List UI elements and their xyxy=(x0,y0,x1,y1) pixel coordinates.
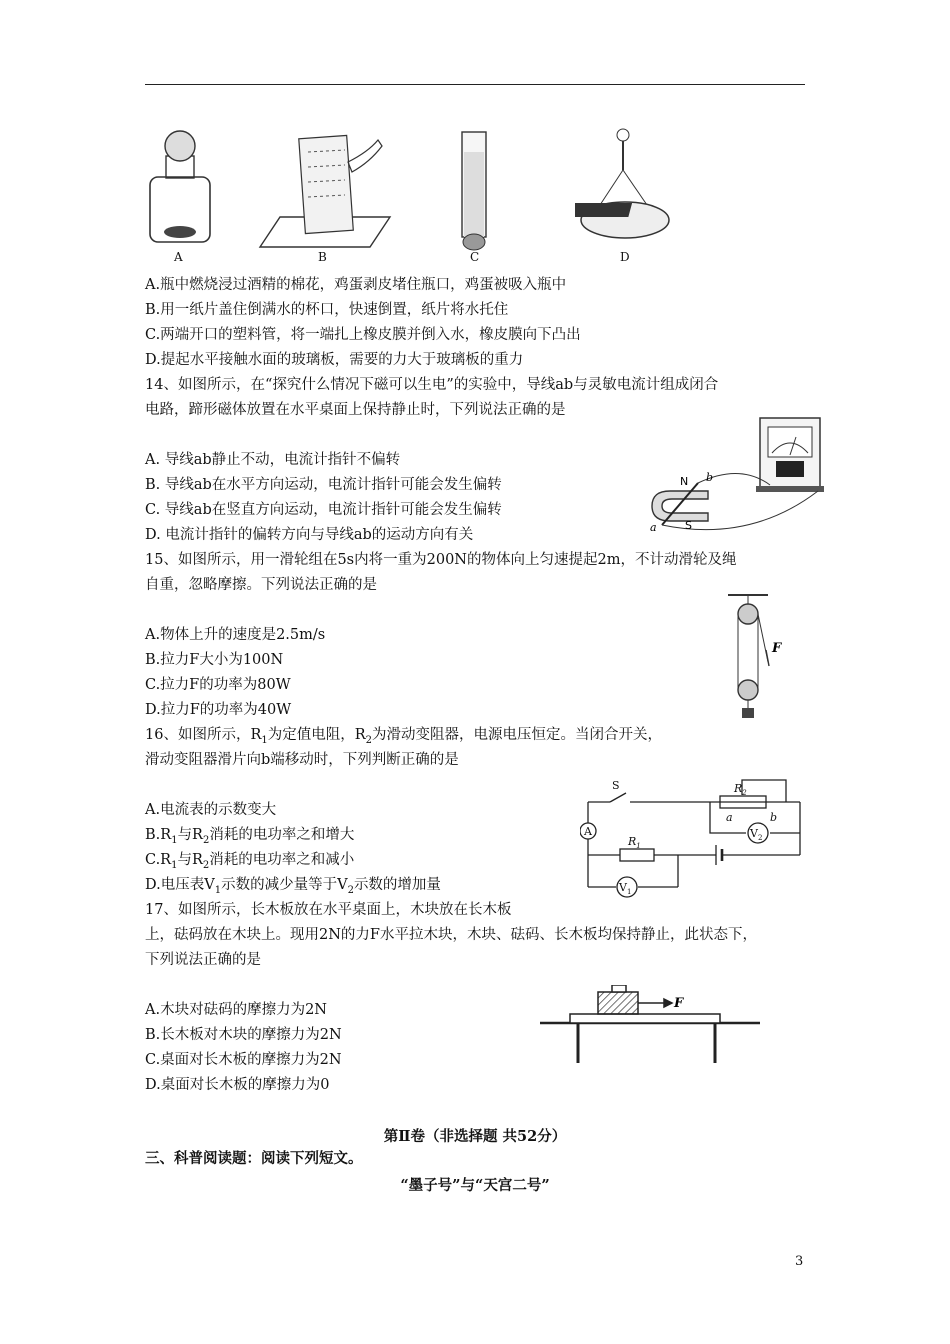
pulley-label-f: F xyxy=(772,641,782,656)
section2-title: 第Ⅱ卷（非选择题 共52分） xyxy=(383,1128,567,1145)
q16-stem-line2: 滑动变阻器滑片向b端移动时，下列判断正确的是 xyxy=(145,752,459,768)
q15-option-d: D.拉力F的功率为40W xyxy=(145,702,292,718)
q13-figure-label-a: A xyxy=(174,250,183,264)
magnet-label-n: N xyxy=(680,475,689,488)
q15-option-a: A.物体上升的速度是2.5m/s xyxy=(145,627,326,643)
q17-option-c: C.桌面对长木板的摩擦力为2N xyxy=(145,1052,342,1068)
q16-figure xyxy=(580,775,805,900)
glass-plate-spring-illustration xyxy=(575,129,669,238)
q14-option-a: A. 导线ab静止不动，电流计指针不偏转 xyxy=(145,452,401,468)
q15-option-b: B.拉力F大小为100N xyxy=(145,652,284,668)
q14-option-d: D. 电流计指针的偏转方向与导线ab的运动方向有关 xyxy=(145,527,474,543)
q13-figure-label-b: B xyxy=(318,250,327,264)
circuit-label-v1: $V_1$ xyxy=(619,881,632,896)
wire-label-a: a xyxy=(650,521,657,534)
circuit-label-a: a xyxy=(726,811,733,824)
q17-stem-line1: 17、如图所示，长木板放在水平桌面上，木块放在长木板 xyxy=(145,902,512,918)
q17-option-b: B.长木板对木块的摩擦力为2N xyxy=(145,1027,342,1043)
q16-option-c: $C.R_1$与$R_2$消耗的电功率之和减小 xyxy=(145,852,355,871)
q17-stem-line2: 上，砝码放在木块上。现用2N的力F水平拉木块，木块、砝码、长木板均保持静止，此状态下， xyxy=(145,927,757,943)
page-number: 3 xyxy=(795,1254,804,1269)
q15-stem-line1: 15、如图所示，用一滑轮组在5s内将一重为200N的物体向上匀速提起2m，不计动滑轮及绳 xyxy=(145,552,737,568)
q17-stem-line3: 下列说法正确的是 xyxy=(145,952,261,968)
circuit-label-ammeter: A xyxy=(584,825,592,838)
wire-label-b: b xyxy=(706,471,714,484)
q13-figure xyxy=(140,122,540,267)
q14-figure xyxy=(650,413,825,540)
paper-sheet-illustration xyxy=(260,135,390,247)
header-rule xyxy=(145,84,805,85)
q13-option-a: A.瓶中燃烧浸过酒精的棉花，鸡蛋剥皮堵住瓶口，鸡蛋被吸入瓶中 xyxy=(145,277,567,293)
board-block-illustration xyxy=(540,985,760,1063)
q14-stem-line2: 电路，蹄形磁体放置在水平桌面上保持静止时，下列说法正确的是 xyxy=(145,402,566,418)
q14-stem-line1: 14、如图所示，在“探究什么情况下磁可以生电”的实验中，导线ab与灵敏电流计组成闭合 xyxy=(145,377,719,393)
circuit-label-r2: $R_2$ xyxy=(734,782,747,797)
q13-option-d: D.提起水平接触水面的玻璃板，需要的力大于玻璃板的重力 xyxy=(145,352,524,368)
q16-option-a: A.电流表的示数变大 xyxy=(145,802,277,818)
galvanometer-illustration xyxy=(756,418,824,492)
circuit-label-b: b xyxy=(770,811,778,824)
article-title: “墨子号”与“天宫二号” xyxy=(400,1177,550,1194)
q16-stem-line1: 16、如图所示，$R_1$为定值电阻，$R_2$为滑动变阻器，电源电压恒定。当闭合开关， xyxy=(145,727,663,746)
q15-figure xyxy=(720,592,790,722)
q15-stem-line2: 自重，忽略摩擦。下列说法正确的是 xyxy=(145,577,377,593)
q13-option-b: B.用一纸片盖住倒满水的杯口，快速倒置，纸片将水托住 xyxy=(145,302,509,318)
section3-heading: 三、科普阅读题：阅读下列短文。 xyxy=(145,1150,363,1167)
q17-option-a: A.木块对砝码的摩擦力为2N xyxy=(145,1002,327,1018)
circuit-label-r1: $R_1$ xyxy=(628,835,641,850)
circuit-label-switch: S xyxy=(612,779,620,792)
board-label-f: F xyxy=(674,996,684,1011)
magnet-label-s: S xyxy=(685,519,692,532)
q13-figure-label-d: D xyxy=(620,250,630,264)
tube-membrane-illustration xyxy=(462,132,486,250)
q14-option-b: B. 导线ab在水平方向运动，电流计指针可能会发生偏转 xyxy=(145,477,502,493)
q14-option-c: C. 导线ab在竖直方向运动，电流计指针可能会发生偏转 xyxy=(145,502,502,518)
q13-option-c: C.两端开口的塑料管，将一端扎上橡皮膜并倒入水，橡皮膜向下凸出 xyxy=(145,327,581,343)
q17-figure xyxy=(540,985,760,1065)
q16-option-d: D.电压表$V_1$示数的减少量等于$V_2$示数的增加量 xyxy=(145,877,441,896)
q17-option-d: D.桌面对长木板的摩擦力为0 xyxy=(145,1077,330,1093)
q13-figure-d xyxy=(575,125,675,255)
bottle-egg-illustration xyxy=(150,131,210,242)
pulley-system-illustration xyxy=(728,595,769,718)
q16-option-b: $B.R_1$与$R_2$消耗的电功率之和增大 xyxy=(145,827,355,846)
circuit-label-v2: $V_2$ xyxy=(750,827,763,842)
q13-figure-label-c: C xyxy=(470,250,480,264)
q15-option-c: C.拉力F的功率为80W xyxy=(145,677,291,693)
